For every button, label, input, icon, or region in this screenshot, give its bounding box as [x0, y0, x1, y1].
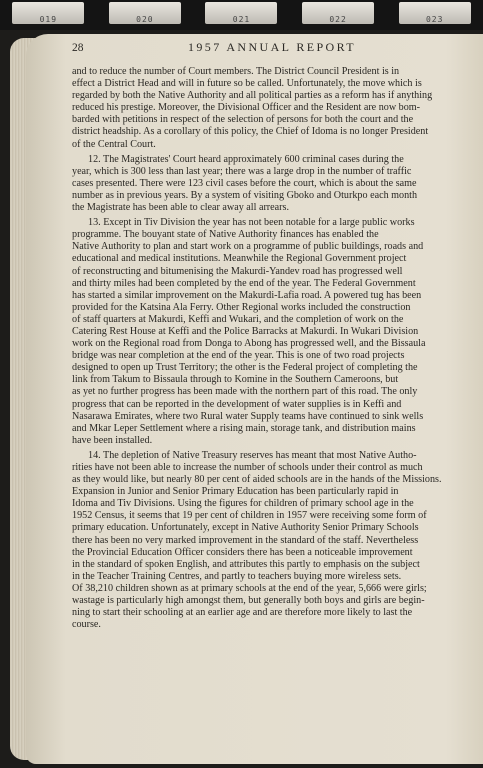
text-line: 13. Except in Tiv Division the year has not been notable for a large public works — [88, 217, 415, 229]
text-line: Nasarawa Emirates, where two Rural water Supply teams have continued to sink wells — [72, 410, 424, 422]
text-line: primary education. Unfortunately, except in Native Authority Senior Primary Schools — [72, 522, 419, 534]
text-line: in the Teacher Training Centres, and partly to teachers buying more wireless sets. — [72, 570, 402, 582]
text-line: the Magistrate has been able to clear away all arrears. — [72, 202, 290, 214]
text-line: 12. The Magistrates' Court heard approximately 600 criminal cases during the — [88, 153, 404, 165]
text-line: has started a similar improvement on the Makurdi-Lafia road. A powered tug has been — [72, 289, 422, 301]
film-frame — [399, 2, 471, 24]
page-number: 28 — [72, 42, 84, 54]
text-line: cases presented. There were 123 civil cases before the court, which is about the same — [72, 177, 417, 189]
text-line: as they would like, but nearly 80 per cent of aided schools are in the hands of the Missions. — [72, 474, 442, 486]
film-frame-number: 019 — [39, 15, 58, 24]
text-line: of staff quarters at Makurdi, Keffi and Wukari, and the completion of work on the — [72, 313, 404, 325]
text-line: provided for the Katsina Ala Ferry. Other Regional works included the construction — [72, 301, 411, 313]
text-line: year, which is 300 less than last year; there was a large drop in the number of traffic — [72, 165, 412, 177]
text-line: there has been no very marked improvement in the standard of the staff. Nevertheless — [72, 534, 419, 546]
text-line: programme. The bouyant state of Native Authority finances has enabled the — [72, 229, 379, 241]
film-frame-number: 021 — [232, 15, 251, 24]
text-line: Native Authority to plan and start work on a programme of public buildings, roads and — [72, 241, 424, 253]
body-text — [72, 66, 483, 631]
text-line: and to reduce the number of Court members. The District Council President is in — [72, 66, 400, 77]
text-line: effect a District Head and will in future so be called. Unfortunately, the move which is — [72, 78, 422, 90]
text-line: progress that can be reported in the development of water supplies is in Keffi and — [72, 398, 402, 410]
text-line: barded with petitions in respect of the selection of persons for both the court and the — [72, 114, 414, 126]
film-frame-number: 022 — [329, 15, 347, 24]
text-line: designed to open up Trust Territory; the other is the Federal project of completing the — [72, 362, 418, 374]
film-strip — [0, 0, 483, 30]
film-frame — [205, 2, 277, 24]
text-line: and Mkar Leper Settlement where a rising main, storage tank, and distribution mains — [72, 422, 416, 434]
text-line: as yet no further progress has been made with the northern part of this road. The only — [72, 386, 418, 398]
text-line: have been installed. — [72, 434, 153, 446]
text-line: link from Takum to Bissaula through to Komine in the Southern Cameroons, but — [72, 374, 399, 386]
text-line: work on the Regional road from Donga to Abong has progressed well, and the Bissaula — [72, 338, 426, 350]
running-title: 1957 ANNUAL REPORT — [188, 40, 357, 54]
text-line: district headship. As a corollary of this policy, the Chief of Idoma is no longer President — [72, 126, 429, 138]
text-line: course. — [72, 619, 101, 631]
text-line: in the standard of spoken English, and attributes this partly to emphasis on the subject — [72, 558, 420, 570]
text-line: Catering Rest House at Keffi and the Police Barracks at Makurdi. In Wukari Division — [72, 325, 419, 337]
text-line: of the Central Court. — [72, 138, 156, 150]
text-line: ning to start their schooling at an earlier age and are therefore more likely to last the — [72, 607, 413, 619]
film-frame-number: 023 — [425, 15, 444, 24]
text-line: and thirty miles had been completed by the end of the year. The Federal Government — [72, 277, 416, 289]
film-frame-number: 020 — [136, 15, 154, 24]
text-line: Of 38,210 children shown as at primary schools at the end of the year, 5,666 were girls; — [72, 582, 427, 594]
text-line: rities have not been able to increase the number of schools under their control as much — [72, 462, 423, 473]
text-line: Expansion in Junior and Senior Primary Education has been particularly rapid in — [72, 486, 399, 498]
film-frame — [302, 2, 374, 24]
text-line: number as in previous years. By a system of visiting Gboko and Oturkpo each month — [72, 189, 418, 201]
text-line: 1952 Census, it seems that 19 per cent of children in 1957 were receiving some form of — [72, 510, 427, 522]
page-header — [60, 42, 450, 58]
film-frame — [109, 2, 181, 24]
film-frame — [12, 2, 84, 24]
text-line: the Provincial Education Officer considers there has been a noticeable improvement — [72, 546, 413, 558]
text-line: educational and medical institutions. Meanwhile the Regional Government project — [72, 253, 407, 265]
text-line: 14. The depletion of Native Treasury reserves has meant that most Native Autho- — [88, 449, 417, 461]
text-line: Idoma and Tiv Divisions. Using the figures for children of primary school age in the — [72, 498, 414, 510]
text-line: of reconstructing and bitumenising the Makurdi-Yandev road has progressed well — [72, 265, 403, 277]
text-line: wastage is particularly high amongst them, but generally both boys and girls are begin- — [72, 595, 425, 607]
text-line: bridge was near completion at the end of the year. This is one of two road projects — [72, 350, 405, 362]
text-line: regarded by both the Native Authority and all political parties as a reform has if anything — [72, 90, 433, 102]
text-line: reduced his prestige. Moreover, the Divisional Officer and the Resident are now bom- — [72, 102, 421, 114]
